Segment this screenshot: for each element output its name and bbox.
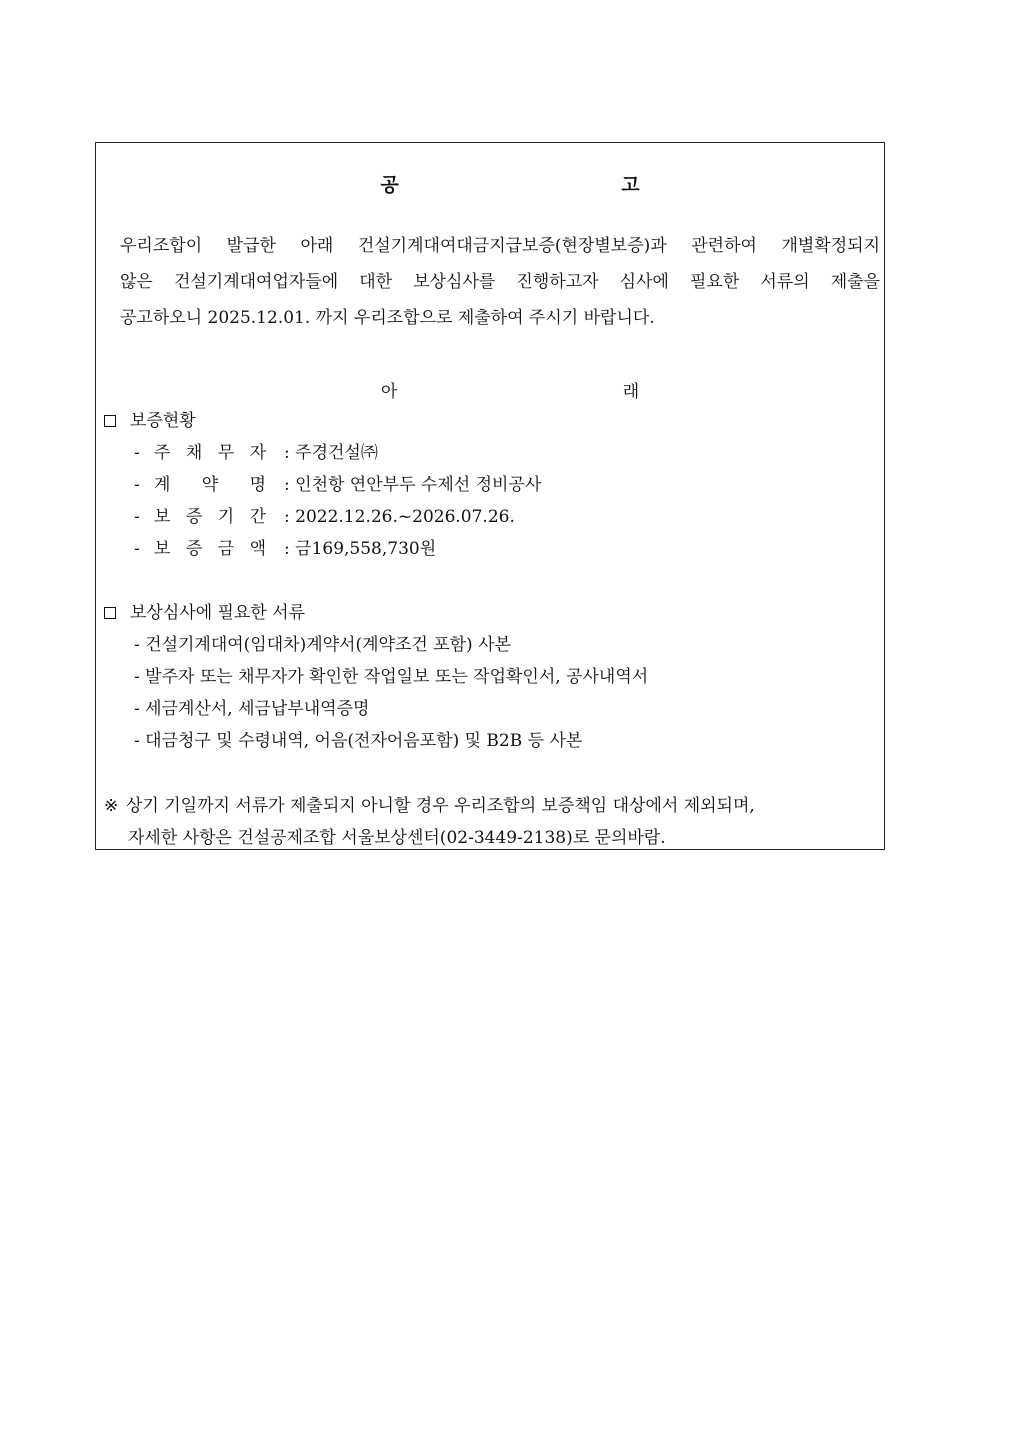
row-value: 금169,558,730원	[295, 539, 437, 559]
row-label: 주 채 무 자	[154, 443, 266, 463]
intro-line-2: 않은 건설기계대여업자들에 대한 보상심사를 진행하고자 심사에 필요한 서류의 제출을	[120, 272, 880, 292]
row-value: 인천항 연안부두 수제선 정비공사	[295, 475, 542, 495]
required-documents-section	[104, 597, 648, 757]
guarantee-row-debtor: - 주 채 무 자 : 주경건설㈜	[104, 437, 541, 469]
intro-line-3: 공고하오니 2025.12.01. 까지 우리조합으로 제출하여 주시기 바랍니다.	[120, 308, 655, 328]
footnote-line-2: 자세한 사항은 건설공제조합 서울보상센터(02-3449-2138)로 문의바람.	[128, 828, 666, 848]
row-label: 보 증 금 액	[154, 539, 266, 559]
reference-mark-icon: ※	[104, 796, 119, 816]
document-item: - 발주자 또는 채무자가 확인한 작업일보 또는 작업확인서, 공사내역서	[134, 667, 649, 687]
guarantee-row-period: - 보 증 기 간 : 2022.12.26.~2026.07.26.	[104, 501, 541, 533]
document-item: - 세금계산서, 세금납부내역증명	[134, 699, 370, 719]
intro-line-1: 우리조합이 발급한 아래 건설기계대여대금지급보증(현장별보증)과 관련하여 개별확정되지	[120, 236, 880, 256]
checkbox-square-icon	[104, 415, 116, 427]
row-value: 2022.12.26.~2026.07.26.	[295, 507, 515, 527]
document-item: - 대금청구 및 수령내역, 어음(전자어음포함) 및 B2B 등 사본	[134, 731, 583, 751]
section-heading	[104, 597, 648, 629]
checkbox-square-icon	[104, 607, 116, 619]
footnote-line-1: ※ 상기 기일까지 서류가 제출되지 아니할 경우 우리조합의 보증책임 대상에서 제외되며,	[104, 790, 879, 822]
row-value: 주경건설㈜	[295, 443, 378, 463]
required-documents-heading: 보상심사에 필요한 서류	[130, 603, 306, 623]
row-label: 계 약 명	[154, 475, 266, 495]
document-item: - 건설기계대여(임대차)계약서(계약조건 포함) 사본	[134, 635, 511, 655]
guarantee-row-amount: - 보 증 금 액 : 금169,558,730원	[104, 533, 541, 565]
guarantee-row-contract: - 계 약 명 : 인천항 연안부두 수제선 정비공사	[104, 469, 541, 501]
guarantee-status-section	[104, 405, 541, 565]
footnote	[104, 790, 879, 854]
notice-title: 공 고	[380, 174, 748, 196]
guarantee-status-heading: 보증현황	[130, 411, 196, 431]
notice-subtitle: 아 래	[380, 382, 750, 402]
section-heading	[104, 405, 541, 437]
row-label: 보 증 기 간	[154, 507, 266, 527]
notice-intro	[120, 228, 880, 336]
